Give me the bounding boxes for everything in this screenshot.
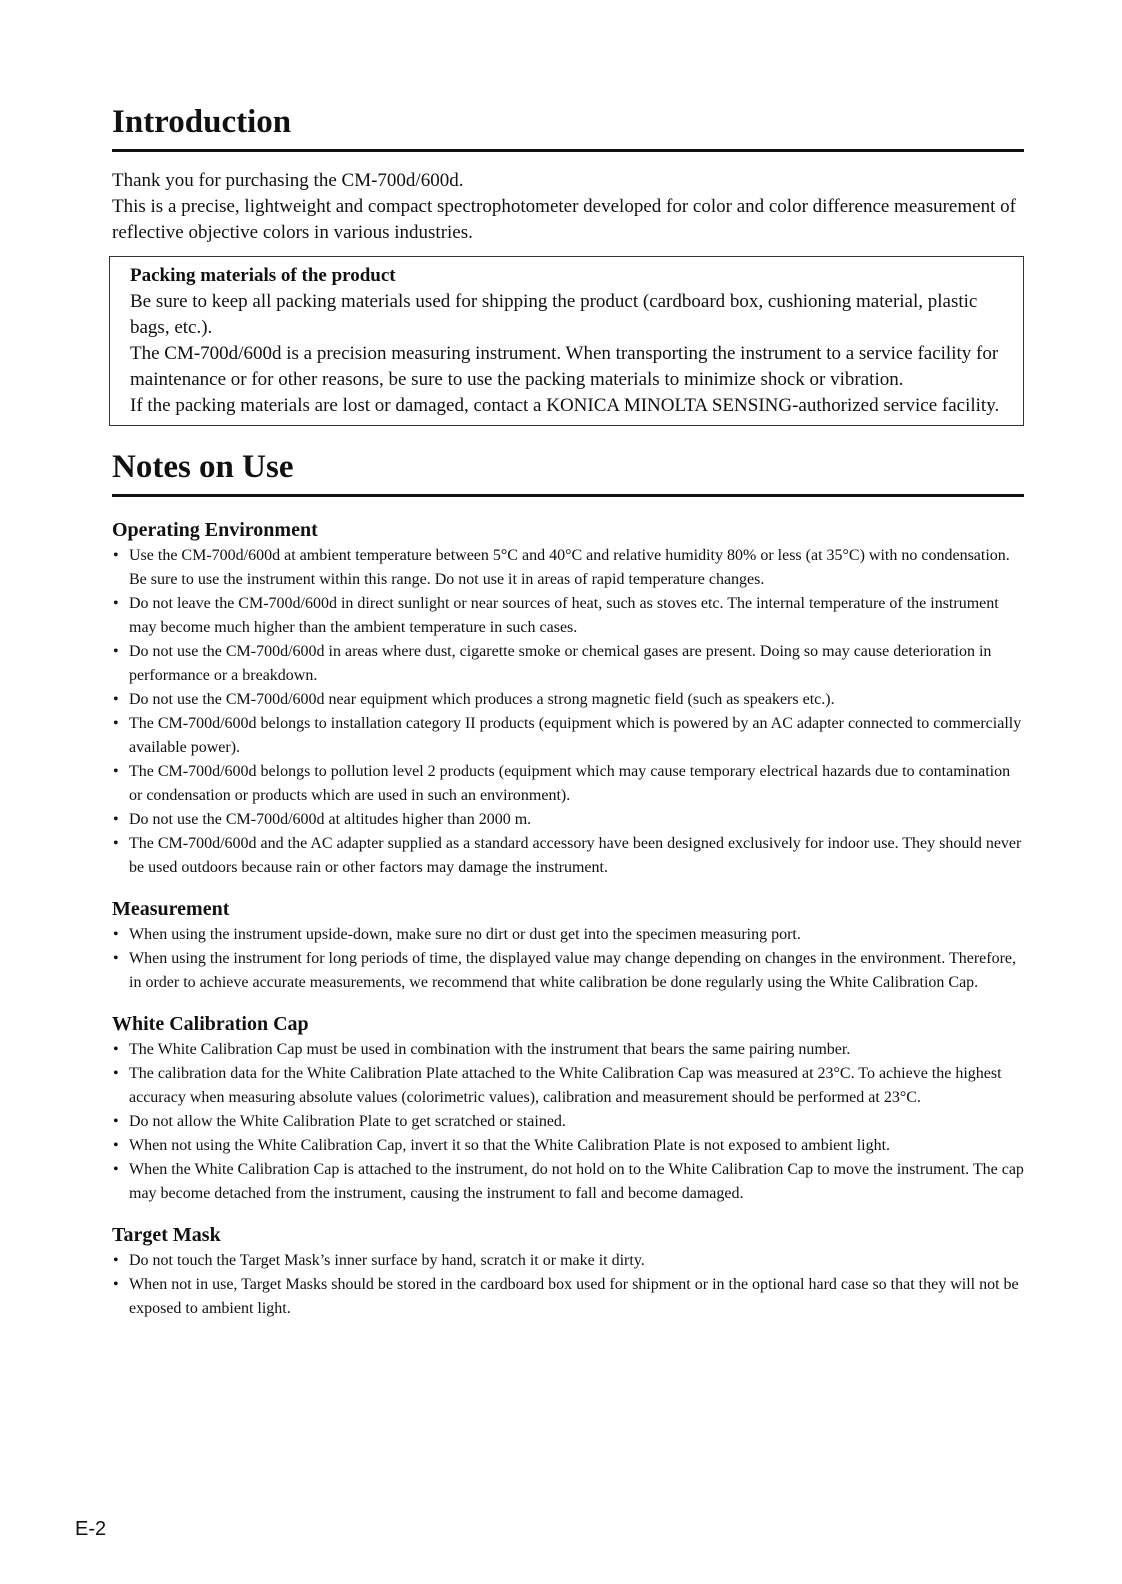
bullet-icon: • bbox=[113, 1041, 119, 1058]
page-number: E-2 bbox=[75, 1518, 107, 1540]
introduction-heading: Introduction bbox=[112, 100, 1024, 152]
list-item: • When using the instrument for long periods of time, the displayed value may change depending on changes in the environment. Therefore, in order to achieve accurate measurements, we recommend that white calibration be done regularly using the White Calibration Cap. bbox=[112, 947, 1024, 995]
list-item: • When not in use, Target Masks should be stored in the cardboard box used for shipment or in the optional hard case so that they will not be exposed to ambient light. bbox=[112, 1273, 1024, 1321]
list-item: • The CM-700d/600d belongs to installation category II products (equipment which is powered by an AC adapter connected to commercially available power). bbox=[112, 712, 1024, 760]
list-item: • Do not use the CM-700d/600d in areas where dust, cigarette smoke or chemical gases are present. Doing so may cause deterioration in performance or a breakdown. bbox=[112, 640, 1024, 688]
bullet-icon: • bbox=[113, 811, 119, 828]
list-item: • The calibration data for the White Calibration Plate attached to the White Calibration Cap was measured at 23°C. To achieve the highest accuracy when measuring absolute values (colorimetric values), calibration and measurement should be performed at 23°C. bbox=[112, 1062, 1024, 1110]
white-calibration-cap-list bbox=[112, 1038, 1024, 1206]
packing-notice-paragraph-2: The CM-700d/600d is a precision measuring instrument. When transporting the instrument to a service facility for maintenance or for other reasons, be sure to use the packing materials to minimize shock or vibration. bbox=[130, 343, 999, 390]
list-item: • Do not use the CM-700d/600d at altitudes higher than 2000 m. bbox=[112, 808, 1024, 832]
bullet-icon: • bbox=[113, 595, 119, 612]
measurement-heading: Measurement bbox=[112, 898, 230, 920]
operating-environment-list bbox=[112, 544, 1024, 880]
list-item: • Do not touch the Target Mask’s inner surface by hand, scratch it or make it dirty. bbox=[112, 1249, 1024, 1273]
bullet-icon: • bbox=[113, 1276, 119, 1293]
packing-notice-paragraph-3: If the packing materials are lost or damaged, contact a KONICA MINOLTA SENSING-authorized service facility. bbox=[130, 395, 1000, 416]
list-item: • The White Calibration Cap must be used in combination with the instrument that bears the same pairing number. bbox=[112, 1038, 1024, 1062]
list-item: • When using the instrument upside-down, make sure no dirt or dust get into the specimen measuring port. bbox=[112, 923, 1024, 947]
bullet-icon: • bbox=[113, 715, 119, 732]
bullet-icon: • bbox=[113, 1137, 119, 1154]
intro-paragraph-2: This is a precise, lightweight and compact spectrophotometer developed for color and color difference measurement of reflective objective colors in various industries. bbox=[112, 196, 1016, 243]
list-item: • Do not leave the CM-700d/600d in direct sunlight or near sources of heat, such as stoves etc. The internal temperature of the instrument may become much higher than the ambient temperature in such cases. bbox=[112, 592, 1024, 640]
measurement-section bbox=[112, 896, 1024, 995]
target-mask-list bbox=[112, 1249, 1024, 1321]
white-calibration-cap-heading: White Calibration Cap bbox=[112, 1013, 309, 1035]
target-mask-heading: Target Mask bbox=[112, 1224, 221, 1246]
list-item: • When the White Calibration Cap is attached to the instrument, do not hold on to the White Calibration Cap to move the instrument. The cap may become detached from the instrument, causing the instrument to fall and become damaged. bbox=[112, 1158, 1024, 1206]
bullet-icon: • bbox=[113, 1252, 119, 1269]
list-item: • The CM-700d/600d belongs to pollution level 2 products (equipment which may cause temporary electrical hazards due to contamination or condensation or products which are used in such an environment). bbox=[112, 760, 1024, 808]
packing-notice-paragraph-1: Be sure to keep all packing materials used for shipping the product (cardboard box, cushioning material, plastic bags, etc.). bbox=[130, 291, 978, 338]
bullet-icon: • bbox=[113, 1161, 119, 1178]
white-calibration-cap-section bbox=[112, 1011, 1024, 1206]
bullet-icon: • bbox=[113, 547, 119, 564]
bullet-icon: • bbox=[113, 835, 119, 852]
bullet-icon: • bbox=[113, 763, 119, 780]
bullet-icon: • bbox=[113, 691, 119, 708]
packing-materials-notice bbox=[109, 256, 1024, 426]
list-item: • Use the CM-700d/600d at ambient temperature between 5°C and 40°C and relative humidity 80% or less (at 35°C) with no condensation. Be sure to use the instrument within this range. Do not use it in areas of rapid temperature changes. bbox=[112, 544, 1024, 592]
notes-on-use-heading: Notes on Use bbox=[112, 445, 1024, 497]
measurement-list bbox=[112, 923, 1024, 995]
list-item-continuation: Be sure to use the instrument within this range. Do not use it in areas of rapid temperature changes. bbox=[129, 571, 765, 588]
bullet-icon: • bbox=[113, 926, 119, 943]
list-item: • Do not use the CM-700d/600d near equipment which produces a strong magnetic field (such as speakers etc.). bbox=[112, 688, 1024, 712]
bullet-icon: • bbox=[113, 1065, 119, 1082]
bullet-icon: • bbox=[113, 643, 119, 660]
page-content bbox=[112, 100, 1024, 1321]
introduction-text bbox=[112, 168, 1024, 246]
operating-environment-heading: Operating Environment bbox=[112, 519, 318, 541]
packing-notice-title: Packing materials of the product bbox=[130, 265, 396, 286]
bullet-icon: • bbox=[113, 950, 119, 967]
bullet-icon: • bbox=[113, 1113, 119, 1130]
intro-paragraph-1: Thank you for purchasing the CM-700d/600d. bbox=[112, 170, 464, 191]
operating-environment-section bbox=[112, 517, 1024, 880]
list-item: • The CM-700d/600d and the AC adapter supplied as a standard accessory have been designed exclusively for indoor use. They should never be used outdoors because rain or other factors may damage the instrument. bbox=[112, 832, 1024, 880]
target-mask-section bbox=[112, 1222, 1024, 1321]
list-item: • Do not allow the White Calibration Plate to get scratched or stained. bbox=[112, 1110, 1024, 1134]
list-item: • When not using the White Calibration Cap, invert it so that the White Calibration Plate is not exposed to ambient light. bbox=[112, 1134, 1024, 1158]
